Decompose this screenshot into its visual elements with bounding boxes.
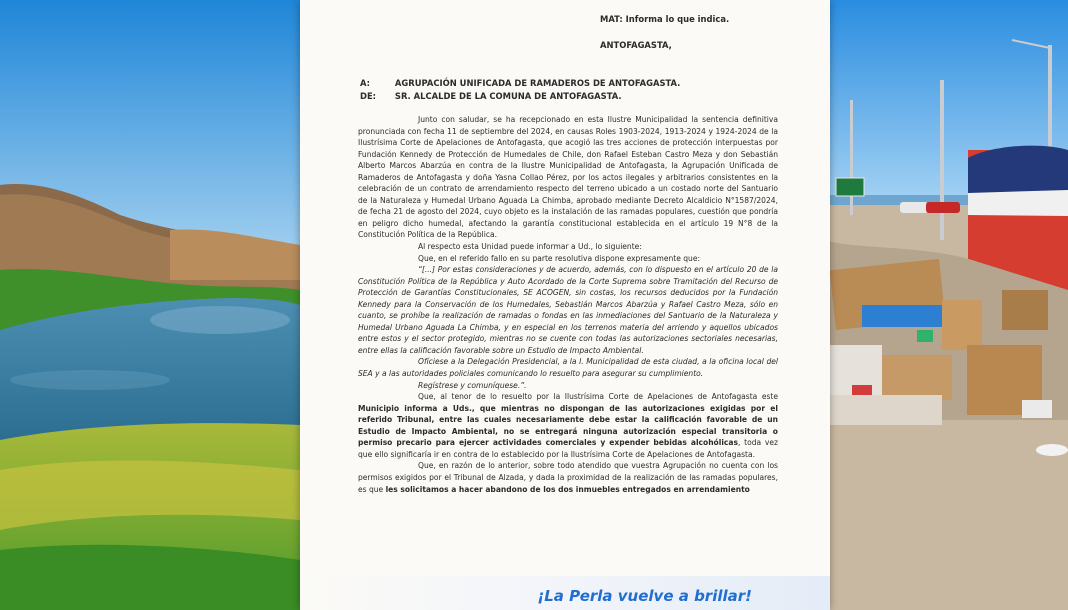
quote-1: “[...] Por estas consideraciones y de acuerdo, además, con lo dispuesto en el artículo 20 de la Constitución Política de la República y Auto Acordado de la Corte Suprema sobre Tramitación del Recurso de Protección de Garantías Constitucionales, SE ACOGEN, sin costas, los recursos deducidos por la Fundación Kennedy para la Conservación de los Humedales, Sebastián Marcos Abarzúa y Rafael Castro Meza, sólo en cuanto, se prohíbe la realización de ramadas o fondas en las inmediaciones del Santuario de la Naturaleza y Humedal Urbano Aguada La Chimba, y en especial en los terrenos materia del arriendo y aquellos ubicados entre estos y el sector protegido, mientras no se cuente con todas las autorizaciones sectoriales necesarias, entre ellas la calificación favorable sobre un Estudio de Impacto Ambiental.: [358, 265, 778, 355]
trash-site-photo-art: [822, 0, 1068, 610]
slogan: ¡La Perla vuelve a brillar!: [537, 587, 752, 605]
official-letter: [300, 0, 830, 610]
paragraph-5-intro: Que, en razón de lo anterior, sobre todo atendido que vuestra Agrupación no cuenta con los permisos exigidos por el Tribunal de Alzada, y dada la proximidad de la realización de las ramadas populares, es que: [358, 461, 778, 494]
paragraph-4-emphasis: Municipio informa a Uds., que mientras no dispongan de las autorizaciones exigidas por el referido Tribunal, entre las cuales necesariamente debe estar la calificación favorable de un Estudio de Impacto Ambiental, no se entregará ninguna autorización especial transitoria o permiso precario para ejercer actividades comerciales y expender bebidas alcohólicas: [358, 403, 778, 448]
paragraph-5-emphasis: les solicitamos a hacer abandono de los dos inmuebles entregados en arrendamiento: [385, 484, 750, 494]
wetland-photo-art: [0, 0, 300, 610]
recipient-label: A:: [360, 78, 370, 88]
paragraph-4-end: , toda vez que ello significaría ir en contra de lo establecido por la Ilustrísima Corte de Apelaciones de Antofagasta.: [358, 438, 778, 459]
paragraph-3: Que, en el referido fallo en su parte resolutiva dispone expresamente que:: [418, 253, 701, 263]
recipient-value: AGRUPACIÓN UNIFICADA DE RAMADEROS DE ANTOFAGASTA.: [394, 78, 681, 88]
paragraph-4-intro: Que, al tenor de lo resuelto por la Ilustrísima Corte de Apelaciones de Antofagasta este: [418, 392, 778, 402]
sender-label: DE:: [360, 91, 377, 101]
city-line: ANTOFAGASTA,: [600, 40, 672, 50]
paragraph-5: [358, 460, 778, 495]
recipient-line: [360, 78, 680, 88]
trash-site-photo: [822, 0, 1068, 610]
wetland-photo: [0, 0, 300, 610]
quote-3: Regístrese y comuníquese.”.: [418, 380, 527, 390]
subject-line: MAT: Informa lo que indica.: [600, 14, 730, 24]
paragraph-1: Junto con saludar, se ha recepcionado en esta Ilustre Municipalidad la sentencia definitiva pronunciada con fecha 11 de septiembre del 2024, en causas Roles 1903-2024, 1913-2024 y 1924-2024 de la Ilustrísima Corte de Apelaciones de Antofagasta, que acogió las tres acciones de protección interpuestas por Fundación Kennedy de Protección de Humedales de Chile, don Rafael Esteban Castro Meza y don Sebastián Alberto Marcos Abarzúa en contra de la Ilustre Municipalidad de Antofagasta, la Agrupación Unificada de Ramaderos de Antofagasta y doña Yasna Collao Pérez, por los actos ilegales y arbitrarios consistentes en la celebración de un contrato de arrendamiento respecto del terreno ubicado a un costado norte del Santuario de la Naturaleza y Humedal Urbano Aguada La Chimba, aprobado mediante Decreto Alcaldicio N°1587/2024, de fecha 21 de agosto del 2024, cuyo objeto es la instalación de las ramadas populares, cuestión que pondría en peligro dicho humedal, afectando la garantía constitucional establecida en el artículo 19 N°8 de la Constitución Política de la República.: [358, 115, 778, 240]
sender-value: SR. ALCALDE DE LA COMUNA DE ANTOFAGASTA.: [394, 91, 622, 101]
paragraph-2: Al respecto esta Unidad puede informar a Ud., lo siguiente:: [418, 242, 642, 252]
quote-2: Ofíciese a la Delegación Presidencial, a la I. Municipalidad de esta ciudad, a la oficina local del SEA y a las autoridades policiales comunicando lo resuelto para asegurar su cumplimiento.: [358, 357, 778, 379]
paragraph-4: [358, 391, 778, 460]
sender-line: [360, 91, 622, 101]
letter-body: [358, 114, 778, 495]
